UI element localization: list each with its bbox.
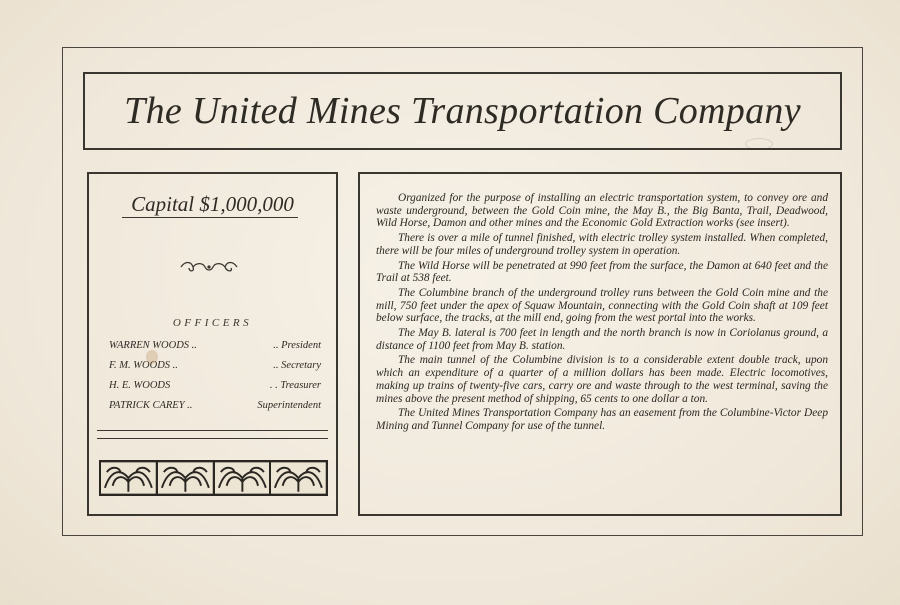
title-banner [83,72,842,150]
ornamental-border [99,460,328,496]
officer-row [109,380,321,396]
divider-rule [97,430,328,431]
acanthus-ornament-icon [158,462,213,494]
officer-title: . . Treasurer [269,380,321,391]
officer-title: Superintendent [257,400,321,411]
paragraph: Organized for the purpose of installing an electric transportation system, to convey ore and waste underground, between the Gold Coin mine, the May B., the Big Banta, Trail, Deadwood, Wild Horse, Damon and other mines and the Economic Gold Extraction works (see insert). [376,192,828,230]
officer-row [109,400,321,416]
divider-rule [97,438,328,439]
acanthus-ornament-icon [271,462,326,494]
officer-name: H. E. WOODS [109,380,171,391]
officer-name: PATRICK CAREY .. [109,400,193,411]
officer-name: WARREN WOODS .. [109,340,197,351]
officer-title: .. Secretary [273,360,321,371]
officer-title: .. President [273,340,321,351]
page-title: The United Mines Transportation Company [124,90,801,132]
officers-heading: OFFICERS [172,317,253,329]
description-panel [358,172,842,516]
capital-underline [122,217,298,218]
paragraph: The Wild Horse will be penetrated at 990 feet from the surface, the Damon at 640 feet and the Trail at 538 feet. [376,259,828,285]
scroll-flourish-icon [179,260,239,274]
description-text [376,192,828,435]
paragraph: There is over a mile of tunnel finished, with electric trolley system installed. When completed, there will be four miles of underground trolley system in operation. [376,232,828,257]
paragraph: The United Mines Transportation Company has an easement from the Columbine-Victor Deep Mining and Tunnel Company for use of the tunnel. [376,407,828,432]
officers-panel [87,172,338,516]
acanthus-ornament-icon [215,462,270,494]
officer-row [109,360,321,376]
paragraph: The Columbine branch of the underground trolley runs between the Gold Coin mine and the mill, 750 feet under the apex of Squaw Mountain, connecting with the Gold Coin shaft at 109 feet below surface, the tracks, at the mill end, going from the west portal into the works. [376,286,828,325]
officer-row [109,340,321,356]
paragraph: The May B. lateral is 700 feet in length and the north branch is now in Coriolanus ground, a distance of 1100 feet from May B. station. [376,327,828,352]
capital-label: Capital $1,000,000 [131,192,294,216]
paper-stain [146,350,158,364]
officer-name: F. M. WOODS .. [109,360,178,371]
acanthus-ornament-icon [101,462,156,494]
paragraph: The main tunnel of the Columbine division is to a considerable extent double track, upon which an expenditure of a quarter of a million dollars has been made. Electric locomotives, making up trains of twenty-five cars, carry ore and waste through to the west terminal, saving the mines above the present method of shipping, 65 cents to one dollar a ton. [376,354,828,405]
